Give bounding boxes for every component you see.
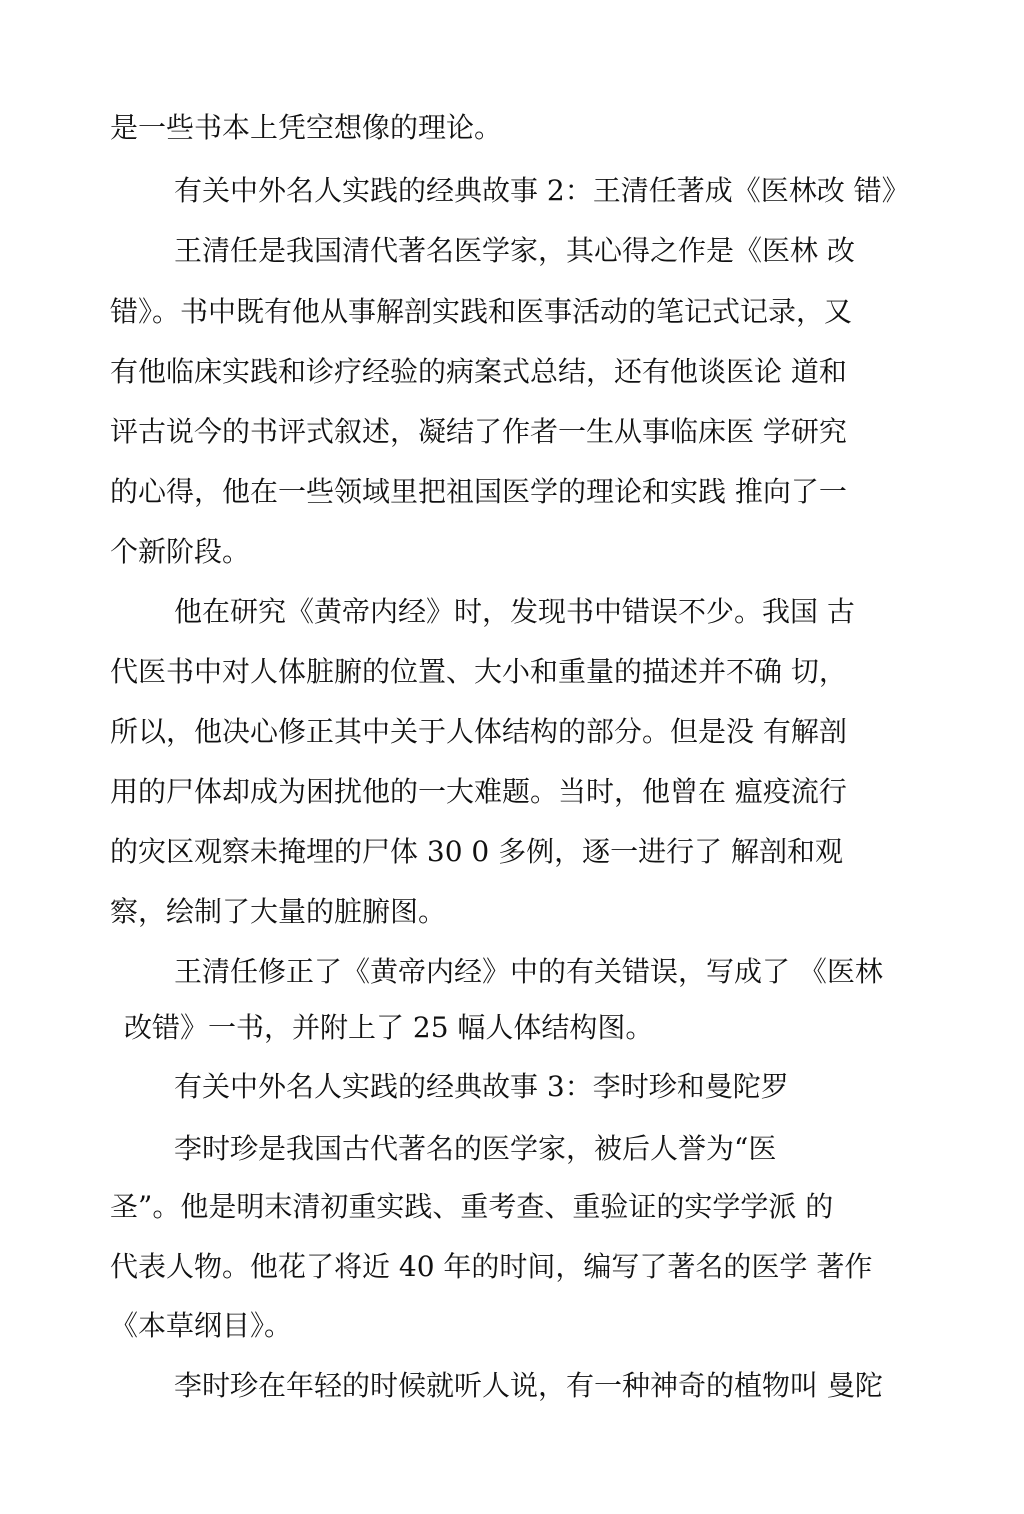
text-line: 他在研究《黄帝内经》时，发现书中错误不少。我国 古 — [174, 595, 855, 628]
text-line: 察，绘制了大量的脏腑图。 — [110, 895, 447, 928]
text-line: 有关中外名人实践的经典故事 2：王清任著成《医林改 错》 — [174, 174, 910, 207]
text-line: 王清任修正了《黄帝内经》中的有关错误，写成了 《医林 — [174, 955, 883, 988]
text-line: 代医书中对人体脏腑的位置、大小和重量的描述并不确 切， — [110, 655, 847, 688]
text-line: 《本草纲目》。 — [110, 1309, 293, 1342]
text-line: 李时珍是我国古代著名的医学家，被后人誉为“医 — [174, 1132, 777, 1165]
text-line: 的心得，他在一些领域里把祖国医学的理论和实践 推向了一 — [110, 475, 847, 508]
text-line: 是一些书本上凭空想像的理论。 — [110, 111, 503, 144]
text-line: 用的尸体却成为困扰他的一大难题。当时，他曾在 瘟疫流行 — [110, 775, 847, 808]
text-line: 圣”。他是明末清初重实践、重考查、重验证的实学学派 的 — [110, 1190, 834, 1223]
text-line: 李时珍在年轻的时候就听人说，有一种神奇的植物叫 曼陀 — [174, 1369, 883, 1402]
text-line: 改错》一书，并附上了 25 幅人体结构图。 — [124, 1011, 654, 1044]
text-line: 所以，他决心修正其中关于人体结构的部分。但是没 有解剖 — [110, 715, 847, 748]
text-line: 的灾区观察未掩埋的尸体 30 0 多例，逐一进行了 解剖和观 — [110, 835, 844, 868]
text-line: 个新阶段。 — [110, 535, 251, 568]
text-line: 王清任是我国清代著名医学家，其心得之作是《医林 改 — [174, 234, 855, 267]
text-line: 有他临床实践和诊疗经验的病案式总结，还有他谈医论 道和 — [110, 355, 847, 388]
text-line: 错》。书中既有他从事解剖实践和医事活动的笔记式记录，又 — [110, 295, 853, 328]
text-line: 评古说今的书评式叙述，凝结了作者一生从事临床医 学研究 — [110, 415, 847, 448]
text-line: 有关中外名人实践的经典故事 3：李时珍和曼陀罗 — [174, 1070, 789, 1103]
text-line: 代表人物。他花了将近 40 年的时间，编写了著名的医学 著作 — [110, 1250, 873, 1283]
